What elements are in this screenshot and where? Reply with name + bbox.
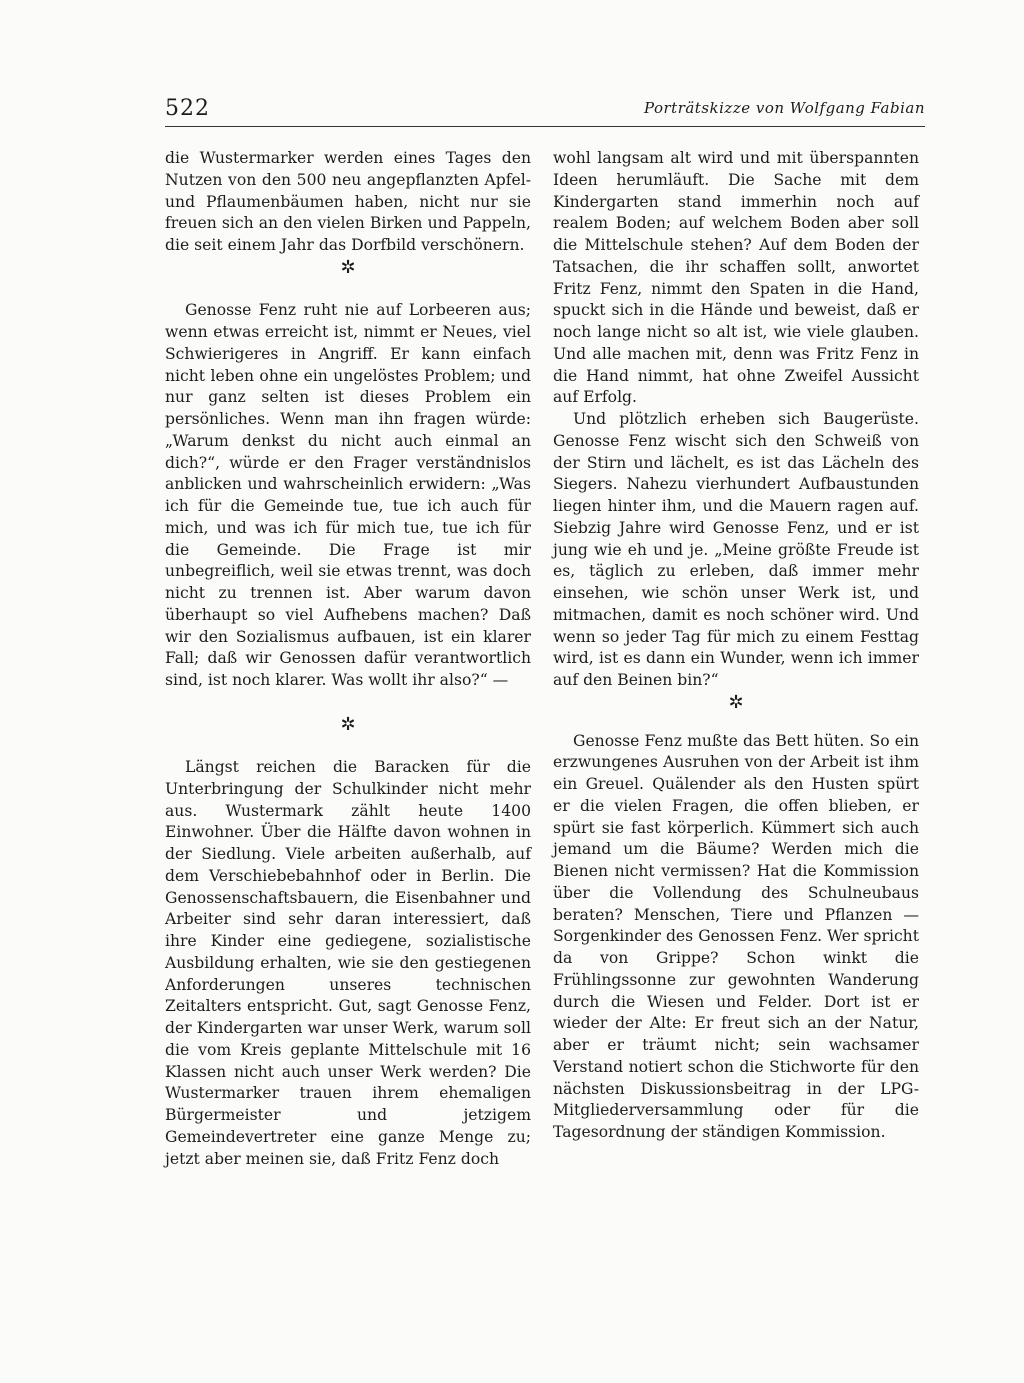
- running-title: Porträtskizze von Wolfgang Fabian: [643, 99, 925, 117]
- paragraph: Und plötzlich erheben sich Baugerüste. Genosse Fenz wischt sich den Schweiß von der Stirn und lächelt, es ist das Lächeln des Siegers. Nahezu vierhundert Aufbaustunden liegen hinter ihm, und die Mauern ragen auf. Siebzig Jahre wird Genosse Fenz, und er ist jung wie eh und je. „Meine größte Freude ist es, täglich zu erleben, daß immer mehr einsehen, wie schön unser Werk ist, und mitmachen, damit es noch schöner wird. Und wenn so jeder Tag für mich zu einem Festtag wird, ist es dann ein Wunder, wenn ich immer auf den Beinen bin?“: [553, 410, 919, 689]
- right-column: [553, 148, 919, 1144]
- section-star-divider: ✲: [340, 256, 356, 278]
- paragraph: wohl langsam alt wird und mit überspannten Ideen herumläuft. Die Sache mit dem Kindergarten stand immerhin noch auf realem Boden; auf welchem Boden aber soll die Mittelschule stehen? Auf dem Boden der Tatsachen, die ihr schaffen sollt, anwortet Fritz Fenz, nimmt den Spaten in die Hand, spuckt sich in die Hände und beweist, daß er noch lange nicht so alt ist, wie viele glauben. Und alle machen mit, denn was Fritz Fenz in die Hand nimmt, hat ohne Zweifel Aussicht auf Erfolg.: [553, 149, 919, 407]
- section-star-divider: ✲: [728, 691, 744, 713]
- paragraph: Längst reichen die Baracken für die Unterbringung der Schulkinder nicht mehr aus. Wustermark zählt heute 1400 Einwohner. Über die Hälfte davon wohnen in der Siedlung. Viele arbeiten außerhalb, auf dem Verschiebebahnhof oder in Berlin. Die Genossenschaftsbauern, die Eisenbahner und Arbeiter sind sehr daran interessiert, daß ihre Kinder eine gediegene, sozialistische Ausbildung erhalten, wie sie den gestiegenen Anforderungen unseres technischen Zeitalters entspricht. Gut, sagt Genosse Fenz, der Kindergarten war unser Werk, warum soll die vom Kreis geplante Mittelschule mit 16 Klassen nicht auch unser Werk werden? Die Wustermarker trauen ihrem ehemaligen Bürgermeister und jetzigem Gemeindevertreter eine ganze Menge zu; jetzt aber meinen sie, daß Fritz Fenz doch: [165, 758, 531, 1168]
- section-star-divider: ✲: [340, 713, 356, 735]
- paragraph: die Wustermarker werden eines Tages den Nutzen von den 500 neu angepflanzten Apfel- und Pflaumenbäumen haben, nicht nur sie freuen sich an den vielen Birken und Pappeln, die seit einem Jahr das Dorfbild verschönern.: [165, 149, 531, 254]
- page-number: 522: [165, 96, 210, 121]
- left-column: [165, 148, 531, 1170]
- page-header: [165, 96, 925, 126]
- paragraph: Genosse Fenz ruht nie auf Lorbeeren aus; wenn etwas erreicht ist, nimmt er Neues, viel Schwierigeres in Angriff. Er kann einfach nicht leben ohne ein ungelöstes Problem; und nur ganz selten ist dieses Problem ein persönliches. Wenn man ihn fragen würde: „Warum denkst du nicht auch einmal an dich?“, würde er den Frager verständnislos anblicken und wahrscheinlich erwidern: „Was ich für die Gemeinde tue, tue ich auch für mich, und was ich für mich tue, tue ich für die Gemeinde. Die Frage ist mir unbegreiflich, weil sie etwas trennt, was doch nicht zu trennen ist. Aber warum davon überhaupt so viel Aufhebens machen? Daß wir den Sozialismus aufbauen, ist ein klarer Fall; daß wir Genossen dafür verantwortlich sind, ist noch klarer. Was wollt ihr also?“ —: [165, 301, 531, 689]
- header-rule: [165, 126, 925, 127]
- paragraph: Genosse Fenz mußte das Bett hüten. So ein erzwungenes Ausruhen von der Arbeit ist ihm ein Greuel. Quälender als den Husten spürt er die vielen Fragen, die offen blieben, er spürt sie fast körperlich. Kümmert sich auch jemand um die Bäume? Werden mich die Bienen nicht vermissen? Hat die Kommission über die Vollendung des Schulneubaus beraten? Menschen, Tiere und Pflanzen — Sorgenkinder des Genossen Fenz. Wer spricht da von Grippe? Schon winkt die Frühlingssonne zur gewohnten Wanderung durch die Wiesen und Felder. Dort ist er wieder der Alte: Er freut sich an der Natur, aber er träumt nicht; sein wachsamer Verstand notiert schon die Stichworte für den nächsten Diskussionsbeitrag in der LPG-Mitgliederversammlung oder für die Tagesordnung der ständigen Kommission.: [553, 731, 919, 1141]
